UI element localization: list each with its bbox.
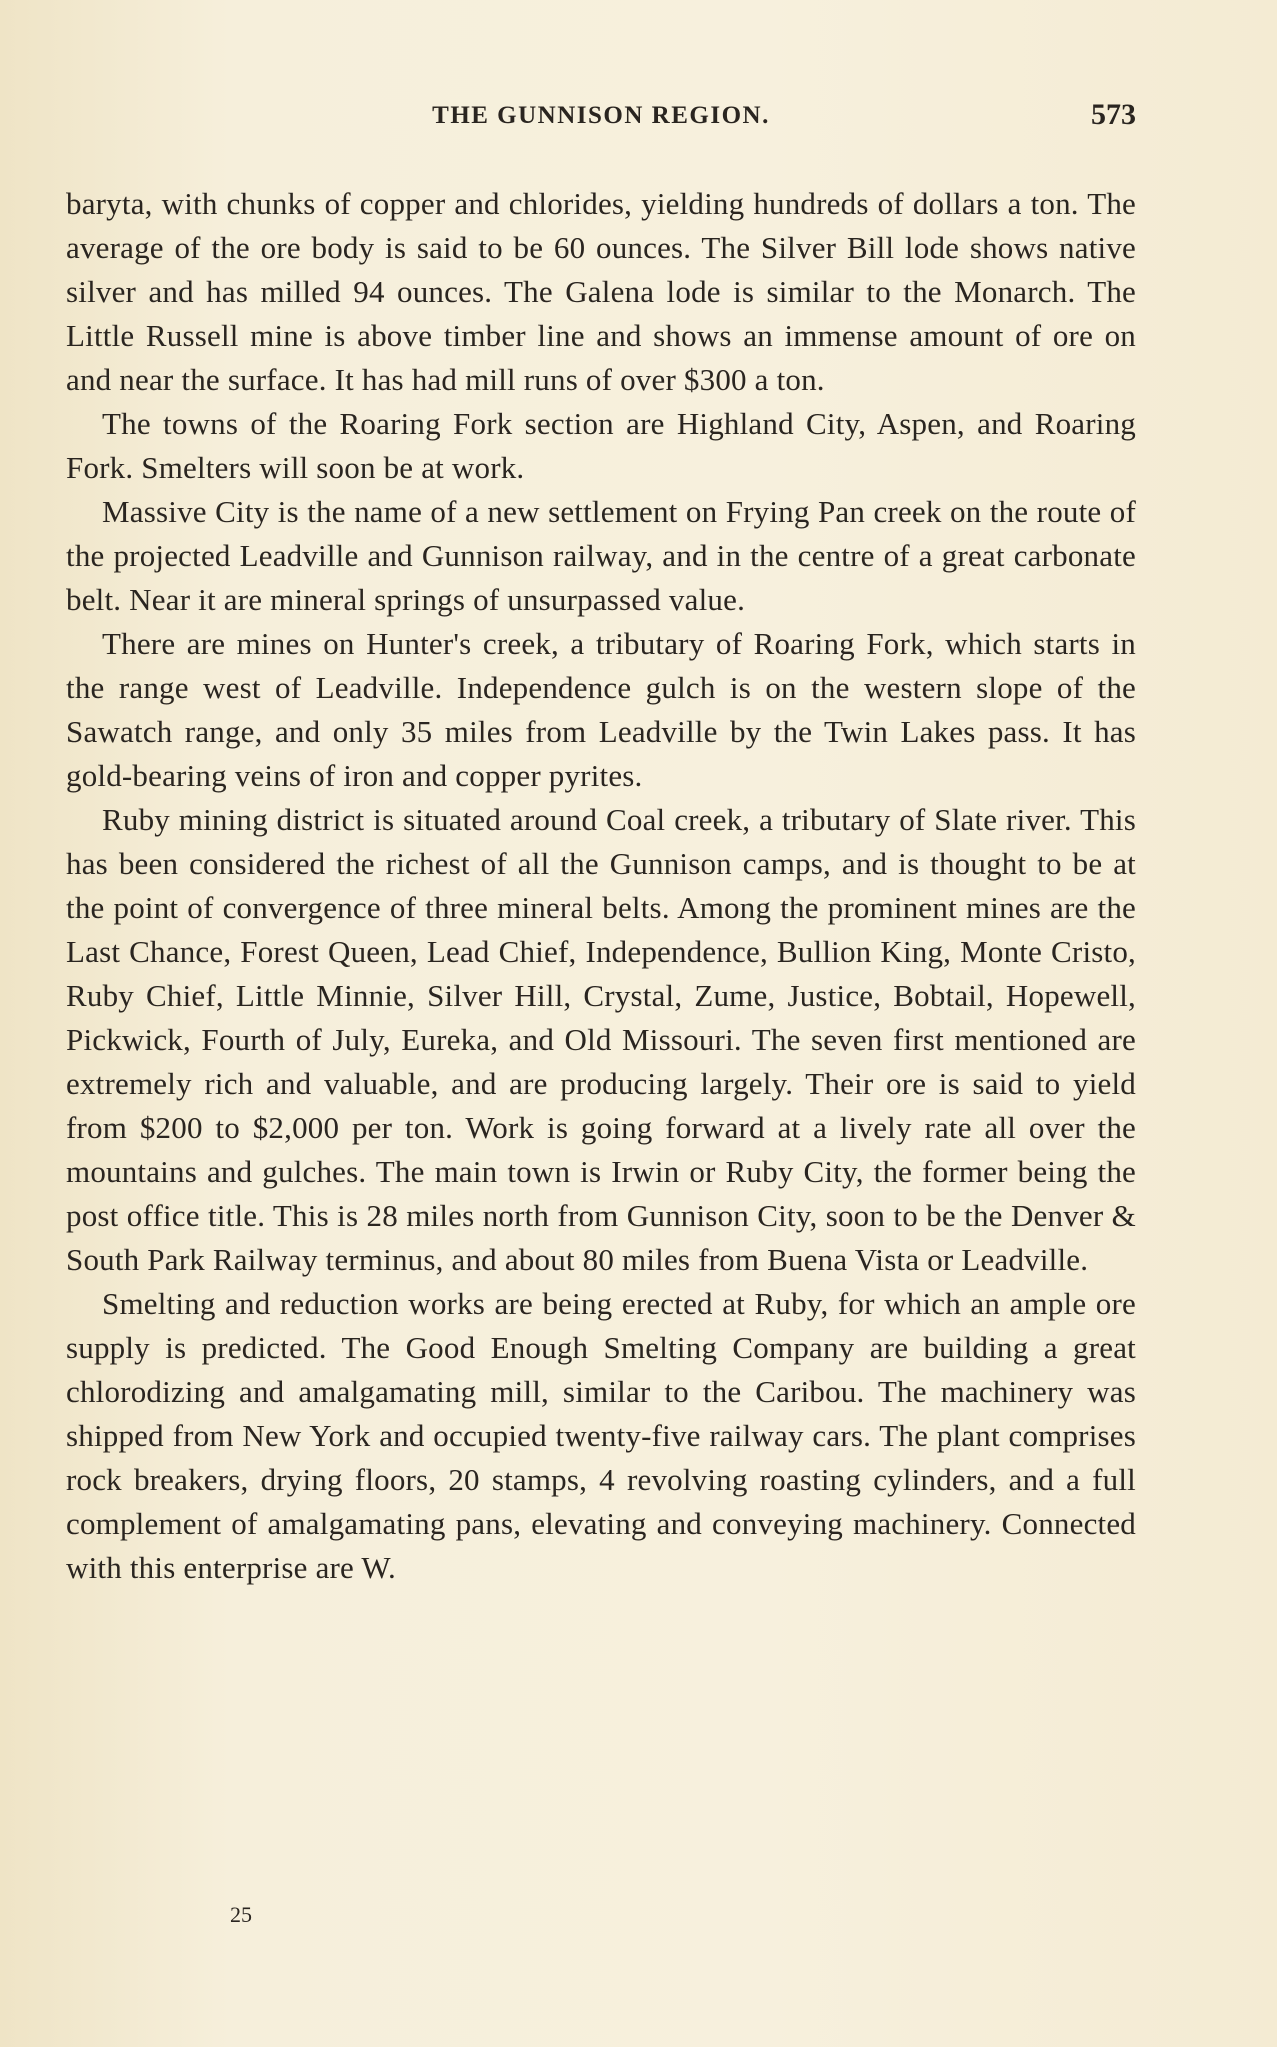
signature-mark: 25 xyxy=(230,1902,252,1927)
body-text xyxy=(66,182,1136,1590)
paragraph: The towns of the Roaring Fork section are Highland City, Aspen, and Roaring Fork. Smelters will soon be at work. xyxy=(66,406,1136,485)
paragraph: Ruby mining district is situated around Coal creek, a tributary of Slate river. This has been considered the richest of all the Gunnison camps, and is thought to be at the point of convergence of three mineral belts. Among the prominent mines are the Last Chance, Forest Queen, Lead Chief, Independence, Bullion King, Monte Cristo, Ruby Chief, Little Minnie, Silver Hill, Crystal, Zume, Justice, Bobtail, Hopewell, Pickwick, Fourth of July, Eureka, and Old Missouri. The seven first mentioned are extremely rich and valuable, and are producing largely. Their ore is said to yield from $200 to $2,000 per ton. Work is going forward at a lively rate all over the mountains and gulches. The main town is Irwin or Ruby City, the former being the post office title. This is 28 miles north from Gunnison City, soon to be the Denver & South Park Railway terminus, and about 80 miles from Buena Vista or Leadville. xyxy=(66,802,1136,1277)
paragraph: Smelting and reduction works are being erected at Ruby, for which an ample ore supply is predicted. The Good Enough Smelting Company are building a great chlorodizing and amalgamating mill, similar to the Caribou. The machinery was shipped from New York and occupied twenty-five railway cars. The plant comprises rock breakers, drying floors, 20 stamps, 4 revolving roasting cylinders, and a full complement of amalgamating pans, elevating and conveying machinery. Connected with this enterprise are W. xyxy=(66,1286,1136,1585)
paragraph: Massive City is the name of a new settlement on Frying Pan creek on the route of the projected Leadville and Gunnison railway, and in the centre of a great carbonate belt. Near it are mineral springs of unsurpassed value. xyxy=(66,494,1136,617)
paragraph: baryta, with chunks of copper and chlorides, yielding hundreds of dollars a ton. The average of the ore body is said to be 60 ounces. The Silver Bill lode shows native silver and has milled 94 ounces. The Galena lode is similar to the Monarch. The Little Russell mine is above timber line and shows an immense amount of ore on and near the surface. It has had mill runs of over $300 a ton. xyxy=(66,186,1136,397)
running-head xyxy=(66,98,1136,138)
paragraph: There are mines on Hunter's creek, a tributary of Roaring Fork, which starts in the range west of Leadville. Independence gulch is on the western slope of the Sawatch range, and only 35 miles from Leadville by the Twin Lakes pass. It has gold-bearing veins of iron and copper pyrites. xyxy=(66,626,1136,793)
running-title: THE GUNNISON REGION. xyxy=(432,102,770,129)
page-number: 573 xyxy=(1091,98,1136,131)
